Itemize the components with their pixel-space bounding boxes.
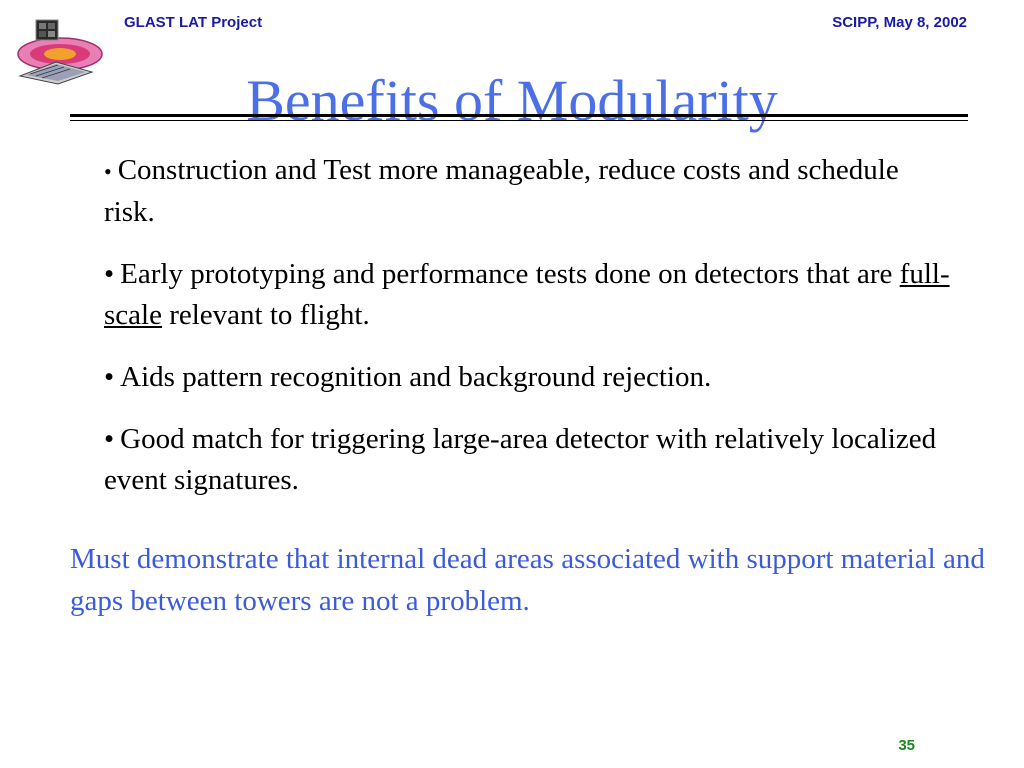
bullet-icon: •	[104, 159, 112, 184]
bullet-item	[104, 254, 954, 336]
bullet-underlined-text: full-scale	[104, 258, 950, 331]
bullet-item	[104, 357, 954, 398]
title-rule-top	[70, 114, 968, 117]
bullet-text: Aids pattern recognition and background rejection.	[120, 361, 712, 393]
bullet-item	[104, 419, 954, 501]
bullet-text: relevant to flight.	[161, 299, 370, 331]
bullet-text: Construction and Test more manageable, reduce costs and schedule risk.	[104, 154, 899, 228]
bullet-icon: •	[104, 423, 115, 455]
bullet-icon: •	[104, 258, 115, 290]
page-number: 35	[898, 737, 915, 754]
bullet-icon: •	[104, 361, 115, 393]
conclusion-note: Must demonstrate that internal dead areas associated with support material and gaps between towers are not a problem.	[70, 543, 985, 617]
title-rule-bottom	[70, 120, 968, 121]
header-venue-date: SCIPP, May 8, 2002	[832, 14, 967, 31]
bullet-text: Good match for triggering large-area detector with relatively localized event signatures.	[104, 423, 937, 496]
header-project: GLAST LAT Project	[124, 14, 263, 31]
bullet-list	[104, 150, 954, 522]
slide-title: Benefits of Modularity	[246, 68, 778, 133]
bullet-text: Early prototyping and performance tests done on detectors that are	[120, 258, 900, 290]
bullet-item	[104, 150, 954, 233]
